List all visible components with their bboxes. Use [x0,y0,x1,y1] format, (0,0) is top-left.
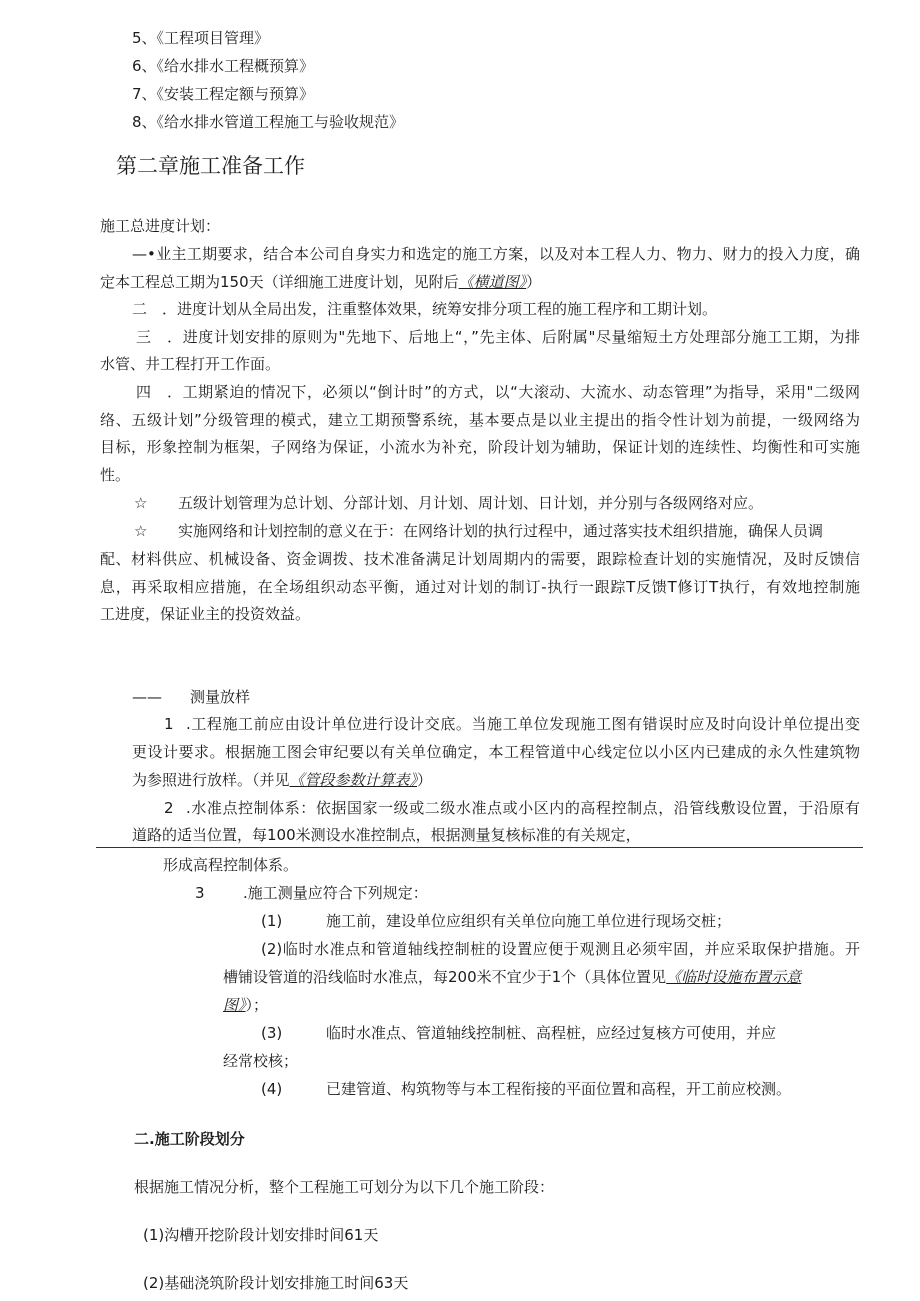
reference-link: 图》 [223,996,246,1014]
paragraph-line: 经常校核； [223,1052,299,1070]
paragraph-text: ） [526,273,542,291]
paragraph-line: 息，再采取相应措施，在全场组织动态平衡，通过对计划的制订-执行一跟踪T反馈T修订T执行，有效地控制施 [100,578,860,596]
reference-item: 8、《给水排水管道工程施工与验收规范》 [132,113,405,131]
reference-link: 《临时设施布置示意 [666,968,802,986]
paragraph-line: 道路的适当位置，每100米测设水准控制点，根据测量复核标准的有关规定， [132,826,641,844]
section-heading: 二.施工阶段划分 [134,1130,245,1148]
section-heading: 测量放样 [190,688,251,706]
paragraph-line: .施工测量应符合下列规定： [243,884,428,902]
page-divider [96,847,863,848]
paragraph-line: 三 ．进度计划安排的原则为"先地下、后地上“，”先主体、后附属"尽量缩短土方处理部分施工工期，为排 [136,328,860,346]
paragraph-line: 已建管道、构筑物等与本工程衔接的平面位置和高程，开工前应校测。 [326,1080,792,1098]
star-item-text: 实施网络和计划控制的意义在于：在网络计划的执行过程中，通过落实技术组织措施，确保人员调 [178,522,824,540]
paragraph-line: 性。 [100,466,131,484]
reference-item: 6、《给水排水工程概预算》 [132,57,315,75]
sub-item-number: (3) [261,1024,283,1042]
paragraph-line: 水管、井工程打开工作面。 [100,355,281,373]
paragraph-line: .工程施工前应由设计单位进行设计交底。当施工单位发现施工图有错误时应及时向设计单位提出变 [186,715,860,733]
star-item [134,492,763,514]
paragraph-line [223,966,801,988]
paragraph-text: ）； [245,996,269,1014]
reference-item: 5、《工程项目管理》 [132,29,270,47]
star-item-text: 五级计划管理为总计划、分部计划、月计划、周计划、日计划，并分别与各级网络对应。 [178,494,764,512]
paragraph-line: 四 ．工期紧迫的情况下，必须以“倒计时”的方式，以“大滚动、大流水、动态管理”为指导，采用"二级网 [136,383,860,401]
star-icon: ☆ [134,522,148,540]
sub-item-number: (4) [261,1080,283,1098]
list-item: (2)基础浇筑阶段计划安排施工时间63天 [143,1274,409,1292]
paragraph-line: 目标，形象控制为框架，子网络为保证，小流水为补充，阶段计划为辅助，保证计划的连续性、均衡性和可实施 [100,438,860,456]
paragraph-line: 根据施工情况分析，整个工程施工可划分为以下几个施工阶段： [134,1178,555,1196]
paragraph-line: 形成高程控制体系。 [163,856,299,874]
item-number: 2 [164,799,174,817]
item-number: 1 [164,715,174,733]
paragraph-line [132,769,432,791]
paragraph-line [100,271,541,293]
item-number: 3 [195,884,205,902]
paragraph-line: 二 ．进度计划从全局出发，注重整体效果，统筹安排分项工程的施工程序和工期计划。 [132,300,718,318]
paragraph-line: 络、五级计划”分级管理的模式，建立工期预警系统，基本要点是以业主提出的指令性计划为前提，一级网络为 [100,411,860,429]
paragraph-line: 临时水准点、管道轴线控制桩、高程桩，应经过复核方可使用，并应 [326,1024,777,1042]
paragraph-line [223,994,268,1016]
reference-link: 《横道图》 [458,273,527,291]
paragraph-text: 槽铺设管道的沿线临时水准点，每200米不宜少于1个（具体位置见 [223,968,667,986]
section-dash: —— [132,688,162,706]
sub-item-number: (1) [261,912,283,930]
schedule-heading: 施工总进度计划： [100,217,221,235]
paragraph-line: —•业主工期要求，结合本公司自身实力和选定的施工方案，以及对本工程人力、物力、财力的投入力度，确 [132,245,860,263]
paragraph-line: 工进度，保证业主的投资效益。 [100,605,311,623]
reference-item: 7、《安装工程定额与预算》 [132,85,315,103]
paragraph-line: 施工前，建设单位应组织有关单位向施工单位进行现场交桩； [326,912,732,930]
paragraph-text: 定本工程总工期为150天（详细施工进度计划，见附后 [100,273,459,291]
list-item: (1)沟槽开挖阶段计划安排时间61天 [143,1226,379,1244]
paragraph-text: 为参照进行放样。（并见 [132,771,290,789]
paragraph-line: 配、材料供应、机械设备、资金调拨、技术准备满足计划周期内的需要，跟踪检查计划的实施情况，及时反馈信 [100,550,860,568]
chapter-title: 第二章施工准备工作 [116,154,305,178]
paragraph-line: 更设计要求。根据施工图会审纪要以有关单位确定，本工程管道中心线定位以小区内已建成的永久性建筑物 [132,743,860,761]
star-item [134,520,823,542]
paragraph-line: .水准点控制体系：依据国家一级或二级水准点或小区内的高程控制点，沿管线敷设位置，于沿原有 [186,799,860,817]
star-icon: ☆ [134,494,148,512]
reference-link: 《管段参数计算表》 [289,771,418,789]
paragraph-line: (2)临时水准点和管道轴线控制桩的设置应便于观测且必须牢固，并应采取保护措施。开 [261,940,860,958]
paragraph-text: ） [417,771,433,789]
